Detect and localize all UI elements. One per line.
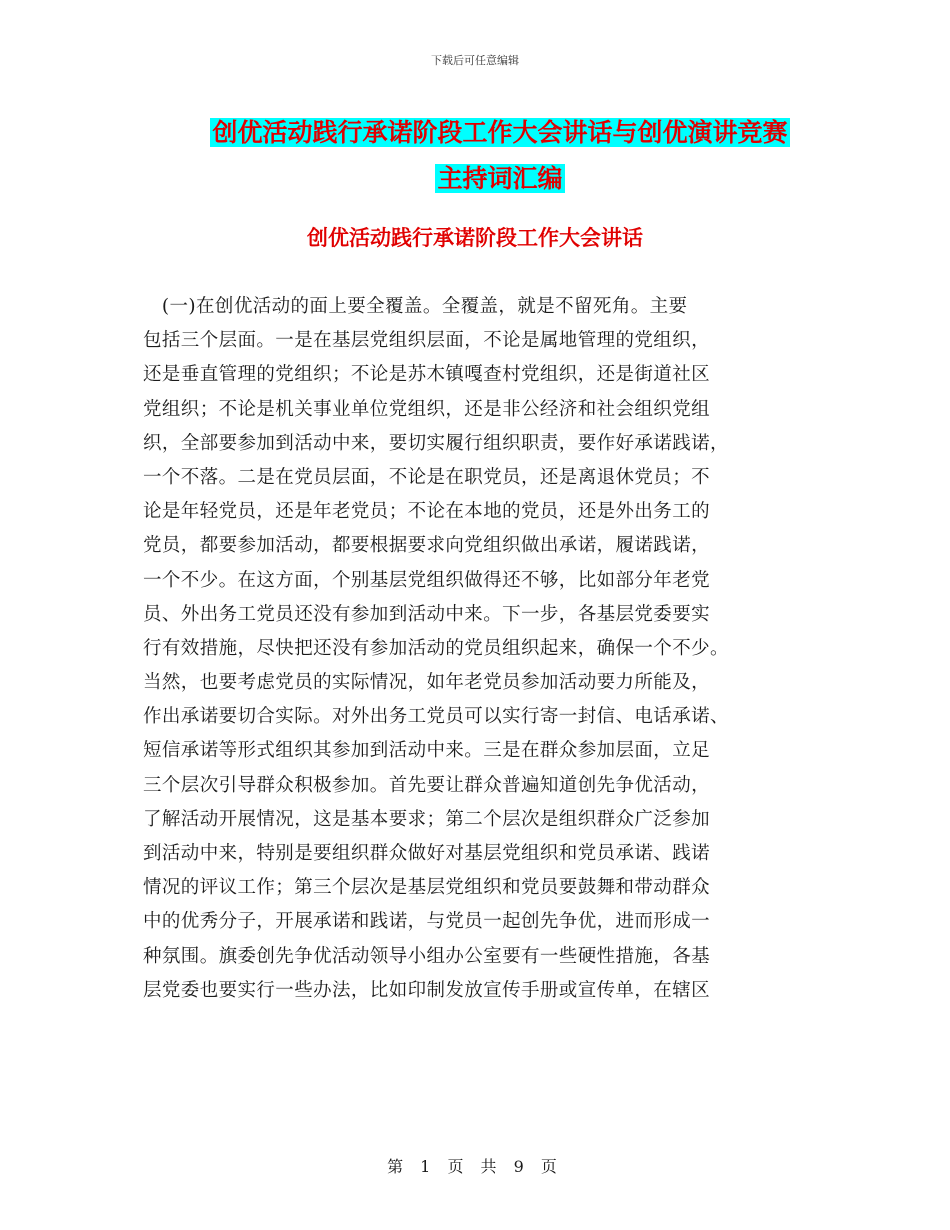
- paragraph-line: 论是年轻党员，还是年老党员；不论在本地的党员，还是外出务工的: [143, 501, 711, 523]
- paragraph-line: 到活动中来，特别是要组织群众做好对基层党组织和党员承诺、践诺: [143, 843, 711, 864]
- document-title-line-1: 创优活动践行承诺阶段工作大会讲话与创优演讲竞赛: [212, 118, 788, 147]
- paragraph-line: 织，全部要参加到活动中来，要切实履行组织职责，要作好承诺践诺，: [143, 432, 729, 454]
- paragraph-line: 层党委也要实行一些办法，比如印制发放宣传手册或宣传单，在辖区: [143, 979, 711, 1001]
- paragraph-line: 作出承诺要切合实际。对外出务工党员可以实行寄一封信、电话承诺、: [143, 706, 729, 728]
- paragraph-line: 包括三个层面。一是在基层党组织层面，不论是属地管理的党组织，: [143, 330, 711, 352]
- section-title: 创优活动践行承诺阶段工作大会讲话: [307, 226, 643, 250]
- paragraph-line: (一)在创优活动的面上要全覆盖。全覆盖，就是不留死角。主要: [143, 296, 688, 317]
- paragraph-line: 行有效措施，尽快把还没有参加活动的党员组织起来，确保一个不少。: [143, 637, 729, 659]
- document-title-line-2: 主持词汇编: [437, 164, 563, 193]
- paragraph-line: 当然，也要考虑党员的实际情况，如年老党员参加活动要力所能及，: [143, 672, 711, 694]
- paragraph-line: 了解活动开展情况，这是基本要求；第二个层次是组织群众广泛参加: [143, 808, 711, 830]
- paragraph-line: 党员，都要参加活动，都要根据要求向党组织做出承诺，履诺践诺，: [143, 535, 711, 557]
- document-title: [180, 110, 820, 202]
- paragraph-line: 三个层次引导群众积极参加。首先要让群众普遍知道创先争优活动，: [143, 774, 711, 796]
- page-number-footer: 第 1 页 共 9 页: [387, 1157, 563, 1176]
- paragraph-line: 一个不少。在这方面，个别基层党组织做得还不够，比如部分年老党: [143, 569, 711, 591]
- header-note: 下载后可任意编辑: [431, 54, 519, 67]
- paragraph-line: 中的优秀分子，开展承诺和践诺，与党员一起创先争优，进而形成一: [143, 911, 711, 933]
- paragraph-line: 还是垂直管理的党组织；不论是苏木镇嘎查村党组织，还是街道社区: [143, 364, 711, 386]
- paragraph-line: 员、外出务工党员还没有参加到活动中来。下一步，各基层党委要实: [143, 603, 711, 625]
- paragraph-line: 短信承诺等形式组织其参加到活动中来。三是在群众参加层面，立足: [143, 740, 711, 762]
- paragraph-line: 党组织；不论是机关事业单位党组织，还是非公经济和社会组织党组: [143, 398, 711, 420]
- body-paragraph: [143, 290, 797, 1008]
- paragraph-line: 一个不落。二是在党员层面，不论是在职党员，还是离退休党员；不: [143, 466, 711, 488]
- paragraph-line: 种氛围。旗委创先争优活动领导小组办公室要有一些硬性措施，各基: [143, 945, 711, 967]
- paragraph-line: 情况的评议工作；第三个层次是基层党组织和党员要鼓舞和带动群众: [143, 877, 711, 899]
